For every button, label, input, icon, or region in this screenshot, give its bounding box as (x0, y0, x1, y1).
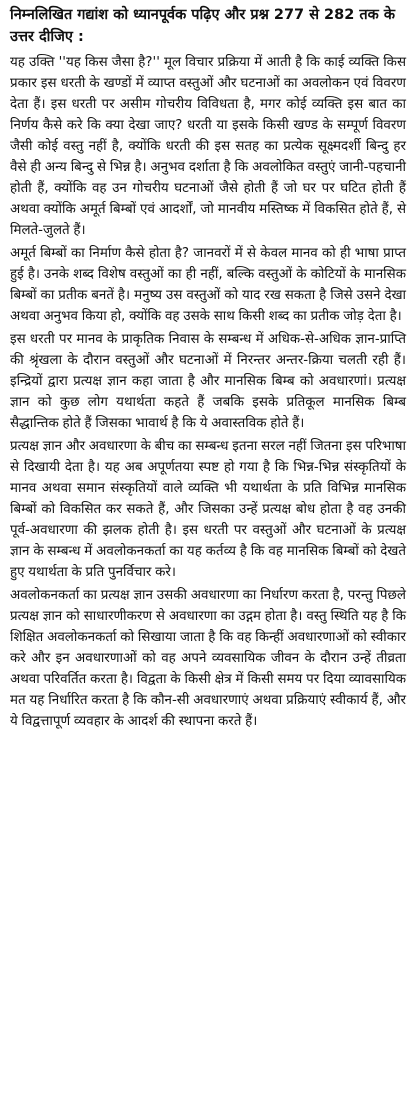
paragraph-3: इस धरती पर मानव के प्राकृतिक निवास के सम्बन्ध में अधिक-से-अधिक ज्ञान-प्राप्ति की श्रृंखला के दौरान वस्तुओं और घटनाओं में निरन्तर अन्तर-क्रिया चलती रही हैं। इन्द्रियों द्वारा प्रत्यक्ष ज्ञान कहा जाता है और मानसिक बिम्ब को अवधारणां। प्रत्यक्ष ज्ञान को कुछ लोग यथार्थता कहते हैं जबकि इसके प्रतिकूल मानसिक बिम्ब सैद्धान्तिक होते हैं जिसका भावार्थ है कि ये अवास्तविक होते हैं। (10, 332, 406, 431)
passage-heading: निम्नलिखित गद्यांश को ध्यानपूर्वक पढ़िए और प्रश्न 277 से 282 तक के उत्तर दीजिए : (10, 7, 395, 45)
paragraph-1: यह उक्ति ''यह किस जैसा है?'' मूल विचार प्रक्रिया में आती है कि काई व्यक्ति किस प्रकार इस धरती के खण्डों में व्याप्त वस्तुओं और घटनाओं का अवलोकन एवं विवरण देता हैं। इस धरती पर असीम गोचरीय विविधता है, मगर कोई व्यक्ति इस बात का निर्णय कैसे करे कि क्या देखा जाए? धरती या इसके किसी खण्ड के सम्पूर्ण विवरण जैसी कोई वस्तु नहीं है, क्योंकि धरती की इस सतह का प्रत्येक सूक्ष्मदर्शी बिन्दु हर वैसे ही अन्य बिन्दु से भिन्न है। अनुभव दर्शाता है कि अवलोकित वस्तुएं जानी-पहचानी होती हैं, क्योंकि वह उन गोचरीय घटनाओं जैसे होती हैं जो घर पर घटित होती हैं अथवा क्योंकि अमूर्त बिम्बों एवं आदर्शों, जो मानवीय मस्तिष्क में विकसित होते हैं, से मिलते-जुलते हैं। (10, 55, 406, 238)
paragraph-2: अमूर्त बिम्बों का निर्माण कैसे होता है? जानवरों में से केवल मानव को ही भाषा प्राप्त हुई है। उनके शब्द विशेष वस्तुओं का ही नहीं, बल्कि वस्तुओं के कोटियों के मानसिक बिम्बों का प्रतीक बनतें है। मनुष्य उस वस्तुओं को याद रख सकता है जिसे उसने देखा अथवा अनुभव किया हो, क्योंकि वह उसके साथ किसी शब्द का प्रतीक जोड़ देता है। (10, 246, 406, 324)
paragraph-5: अवलोकनकर्ता का प्रत्यक्ष ज्ञान उसकी अवधारणा का निर्धारण करता है, परन्तु पिछले प्रत्यक्ष ज्ञान को साधारणीकरण से अवधारणा का उद्गम होता है। वस्तु स्थिति यह है कि शिक्षित अवलोकनकर्ता को सिखाया जाता है कि वह किन्हीं अवधारणाओं को स्वीकार करे और इन अवधारणाओं को वह अपने व्यवसायिक जीवन के दौरान उन्हें तीव्रता अथवा परिवर्तित करता है। विद्वता के किसी क्षेत्र में किसी समय पर दिया व्यावसायिक मत यह निर्धारित करता है कि कौन-सी अवधारणाएं अथवा प्रक्रियाएं स्वीकार्य हैं, और ये विद्वत्तापूर्ण व्यवहार के आदर्श की स्थापना करते हैं। (10, 588, 406, 729)
paragraph-4: प्रत्यक्ष ज्ञान और अवधारणा के बीच का सम्बन्ध इतना सरल नहीं जितना इस परिभाषा से दिखायी देता है। यह अब अपूर्णतया स्पष्ट हो गया है कि भिन्न-भिन्न संस्कृतियों के मानव अथवा समान संस्कृतियों वाले व्यक्ति भी यथार्थता के प्रति विभिन्न मानसिक बिम्बों को विकसित कर सकते हैं, और जिसका उन्हें प्रत्यक्ष बोध होता है वह उनकी पूर्व-अवधारणा की झलक होती है। इस धरती पर वस्तुओं और घटनाओं के प्रत्यक्ष ज्ञान के सम्बन्ध में अवलोकनकर्ता का यह कर्तव्य है कि वह मानसिक बिम्बों को देखते हुए यथार्थता के प्रति पुनर्विचार करे। (10, 439, 406, 580)
